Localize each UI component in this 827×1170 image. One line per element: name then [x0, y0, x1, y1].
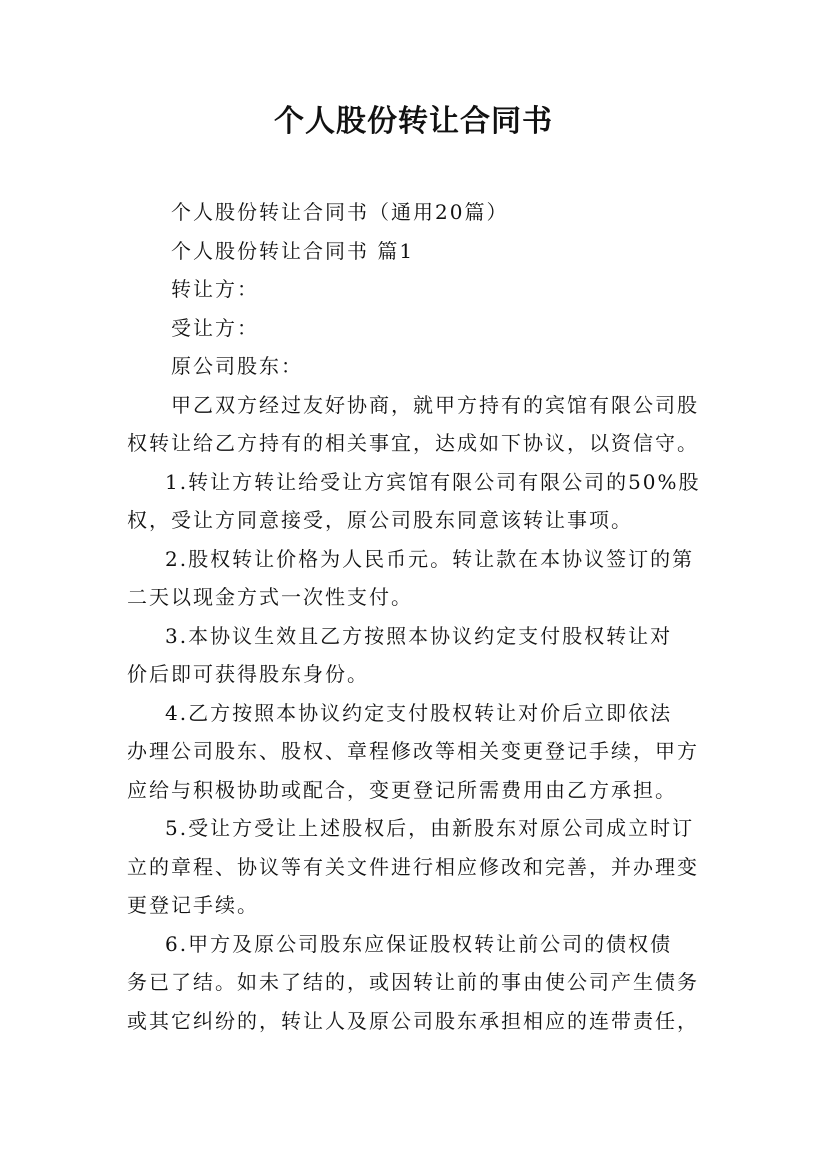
clause-5-line: 5.受让方受让上述股权后，由新股东对原公司成立时订: [165, 816, 695, 840]
clause-5-line: 立的章程、协议等有关文件进行相应修改和完善，并办理变: [127, 854, 699, 879]
clause-6-line: 或其它纠纷的，转让人及原公司股东承担相应的连带责任，: [127, 1008, 699, 1033]
clause-2-line: 2.股权转让价格为人民币元。转让款在本协议签订的第: [165, 546, 695, 571]
clause-6-line: 6.甲方及原公司股东应保证股权转让前公司的债权债: [165, 931, 673, 956]
document-body: [127, 193, 715, 1040]
clause-3-line: 3.本协议生效且乙方按照本协议约定支付股权转让对: [165, 623, 673, 648]
clause-4-line: 4.乙方按照本协议约定支付股权转让对价后立即依法: [165, 700, 673, 725]
intro-paragraph-line: 甲乙双方经过友好协商，就甲方持有的宾馆有限公司股: [171, 392, 699, 417]
section-heading: 个人股份转让合同书 篇1: [171, 238, 415, 263]
clause-3-line: 价后即可获得股东身份。: [127, 662, 369, 686]
clause-4-line: 应给与积极协助或配合，变更登记所需费用由乙方承担。: [127, 777, 677, 802]
transferee-label: 受让方：: [171, 315, 259, 340]
clause-1-line: 1.转让方转让给受让方宾馆有限公司有限公司的50%股: [165, 469, 701, 494]
clause-2-line: 二天以现金方式一次性支付。: [127, 585, 413, 609]
clause-1-line: 权，受让方同意接受，原公司股东同意该转让事项。: [127, 508, 633, 532]
original-shareholder-label: 原公司股东：: [171, 354, 303, 378]
clause-5-line: 更登记手续。: [127, 893, 259, 917]
intro-paragraph-line: 权转让给乙方持有的相关事宜，达成如下协议，以资信守。: [127, 431, 699, 455]
clause-4-line: 办理公司股东、股权、章程修改等相关变更登记手续，甲方: [127, 739, 699, 763]
transferor-label: 转让方：: [171, 277, 259, 301]
clause-6-line: 务已了结。如未了结的，或因转让前的事由使公司产生债务: [127, 970, 699, 994]
document-title: 个人股份转让合同书: [274, 104, 553, 139]
subtitle-line: 个人股份转让合同书（通用20篇）: [171, 200, 509, 224]
